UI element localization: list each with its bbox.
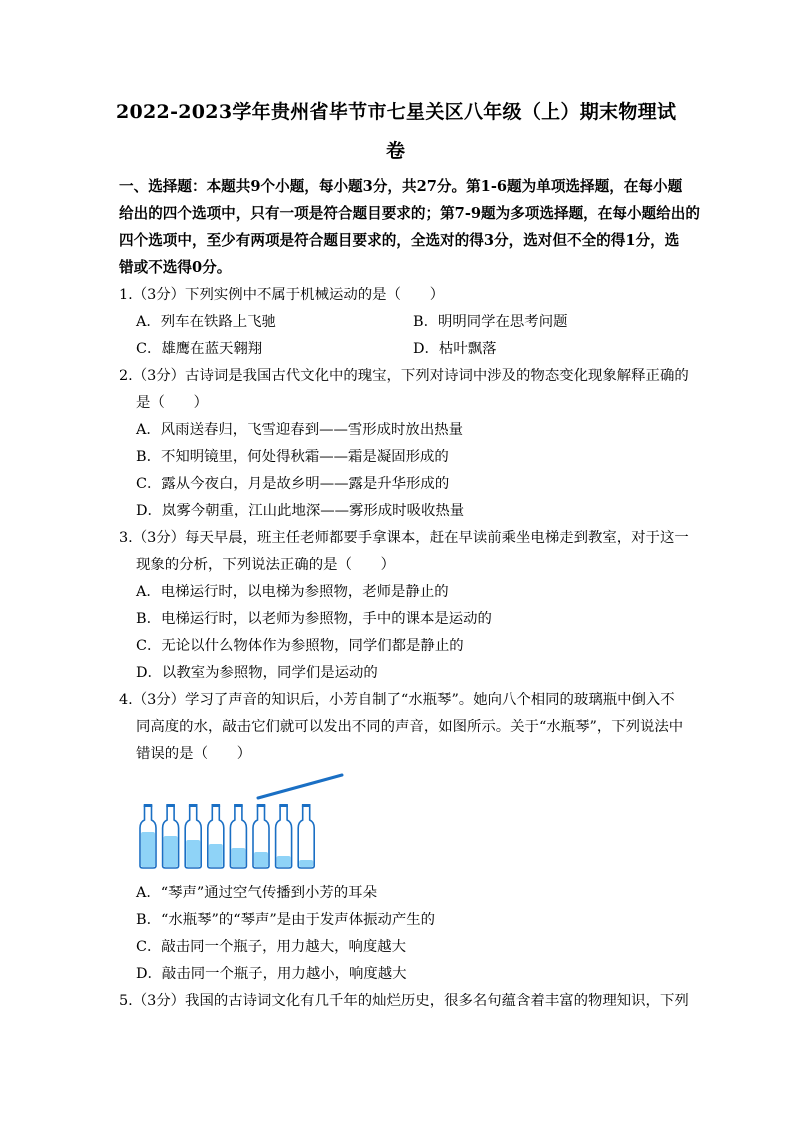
- question-5-stem: 5.（3分）我国的古诗词文化有几千年的灿烂历史，很多名句蕴含着丰富的物理知识，下列: [119, 993, 689, 1009]
- question-2-option-d: D．岚雾今朝重，江山此地深——雾形成时吸收热量: [136, 503, 465, 519]
- section-heading-line3: 四个选项中，至少有两项是符合题目要求的，全选对的得3分，选对但不全的得1分，选: [119, 232, 680, 249]
- question-4-option-d: D．敲击同一个瓶子，用力越小，响度越大: [136, 966, 407, 982]
- question-3-option-d: D．以教室为参照物，同学们是运动的: [136, 665, 378, 681]
- bottle-lip-2: [166, 804, 175, 807]
- question-3-stem: 3.（3分）每天早晨，班主任老师都要手拿课本，赶在早读前乘坐电梯走到教室，对于这一: [119, 530, 689, 546]
- bottle-water-1: [141, 832, 155, 867]
- question-2-option-b: B．不知明镜里，何处得秋霜——霜是凝固形成的: [136, 449, 449, 465]
- section-heading-line4: 错或不选得0分。: [119, 259, 232, 276]
- question-3-option-b: B．电梯运行时，以老师为参照物，手中的课本是运动的: [136, 611, 492, 627]
- bottle-water-7: [277, 856, 291, 867]
- question-1-option-b: B．明明同学在思考问题: [413, 314, 568, 330]
- question-4-option-b: B．“水瓶琴”的“琴声”是由于发声体振动产生的: [136, 912, 436, 928]
- section-heading-line1: 一、选择题：本题共9个小题，每小题3分，共27分。第1-6题为单项选择题，在每小题: [119, 178, 683, 195]
- bottle-water-5: [231, 848, 245, 867]
- question-3-option-a: A．电梯运行时，以电梯为参照物，老师是静止的: [136, 584, 449, 600]
- striking-stick: [258, 775, 342, 798]
- page-title-line2: 卷: [386, 140, 406, 162]
- question-4-option-a: A．“琴声”通过空气传播到小芳的耳朵: [136, 885, 377, 901]
- question-1-stem: 1.（3分）下列实例中不属于机械运动的是（ ）: [119, 287, 445, 303]
- question-2-stem-cont: 是（ ）: [136, 395, 208, 411]
- water-bottle-xylophone-figure: [130, 770, 350, 875]
- bottle-lip-4: [212, 804, 221, 807]
- question-1-option-c: C．雄鹰在蓝天翱翔: [136, 341, 263, 357]
- bottle-lip-7: [279, 804, 288, 807]
- question-2-option-a: A．风雨送春归，飞雪迎春到——雪形成时放出热量: [136, 422, 463, 438]
- question-4-option-c: C．敲击同一个瓶子，用力越大，响度越大: [136, 939, 407, 955]
- question-4-stem: 4.（3分）学习了声音的知识后，小芳自制了“水瓶琴”。她向八个相同的玻璃瓶中倒入不: [119, 692, 675, 708]
- bottle-lip-5: [234, 804, 243, 807]
- bottle-lip-1: [144, 804, 153, 807]
- section-heading-line2: 给出的四个选项中，只有一项是符合题目要求的；第7-9题为多项选择题，在每小题给出的: [119, 205, 700, 222]
- question-3-stem-cont: 现象的分析，下列说法正确的是（ ）: [136, 557, 396, 573]
- bottle-lip-3: [189, 804, 198, 807]
- question-1-option-d: D．枯叶飘落: [413, 341, 497, 357]
- bottle-water-8: [299, 860, 313, 867]
- bottle-8: [298, 806, 314, 868]
- question-3-option-c: C．无论以什么物体作为参照物，同学们都是静止的: [136, 638, 464, 654]
- bottle-water-4: [209, 844, 223, 867]
- question-1-option-a: A．列车在铁路上飞驰: [136, 314, 276, 330]
- bottle-lip-6: [257, 804, 266, 807]
- question-4-stem-cont: 同高度的水，敲击它们就可以发出不同的声音，如图所示。关于“水瓶琴”，下列说法中: [136, 719, 684, 735]
- question-2-stem: 2.（3分）古诗词是我国古代文化中的瑰宝，下列对诗词中涉及的物态变化现象解释正确的: [119, 368, 689, 384]
- page-title-line1: 2022-2023学年贵州省毕节市七星关区八年级（上）期末物理试: [116, 101, 677, 123]
- bottle-water-6: [254, 852, 268, 867]
- bottle-lip-8: [302, 804, 311, 807]
- question-2-option-c: C．露从今夜白，月是故乡明——露是升华形成的: [136, 476, 450, 492]
- bottle-water-3: [186, 840, 200, 867]
- question-4-stem-cont2: 错误的是（ ）: [136, 746, 252, 762]
- bottle-water-2: [164, 836, 178, 867]
